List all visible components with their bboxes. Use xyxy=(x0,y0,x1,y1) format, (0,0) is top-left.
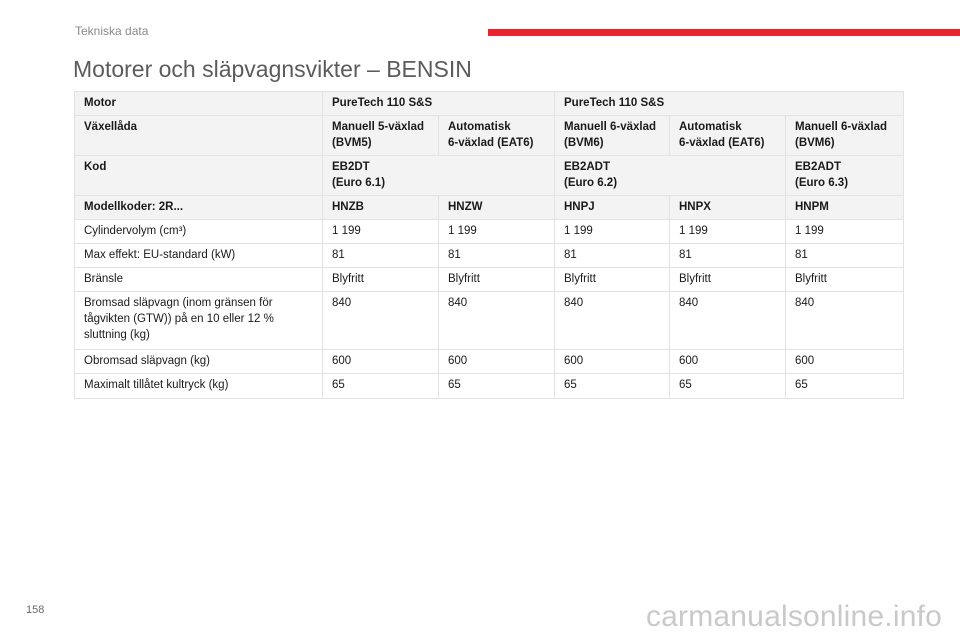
table-cell: HNPX xyxy=(670,196,786,220)
table-cell: Manuell 5-växlad (BVM5) xyxy=(323,116,439,156)
table-cell: EB2DT (Euro 6.1) xyxy=(323,156,555,196)
engine-spec-table xyxy=(74,91,904,399)
table-cell: 600 xyxy=(786,350,904,374)
row-label: Motor xyxy=(75,92,323,116)
table-row-motor xyxy=(75,92,904,116)
table-cell: Manuell 6-växlad (BVM6) xyxy=(555,116,670,156)
watermark: carmanualsonline.info xyxy=(645,600,942,633)
table-cell: 840 xyxy=(555,292,670,350)
table-row-code xyxy=(75,156,904,196)
table-cell: Blyfritt xyxy=(670,268,786,292)
table-row-max-power xyxy=(75,244,904,268)
row-label: Modellkoder: 2R... xyxy=(75,196,323,220)
table-cell: EB2ADT (Euro 6.3) xyxy=(786,156,904,196)
page-number: 158 xyxy=(26,604,45,616)
section-label: Tekniska data xyxy=(75,24,149,38)
table-cell: 65 xyxy=(323,374,439,399)
row-label: Obromsad släpvagn (kg) xyxy=(75,350,323,374)
table-cell: HNZB xyxy=(323,196,439,220)
table-cell: Blyfritt xyxy=(786,268,904,292)
table-cell: 600 xyxy=(323,350,439,374)
table-cell: 1 199 xyxy=(439,220,555,244)
table-cell: 840 xyxy=(670,292,786,350)
table-cell: 65 xyxy=(439,374,555,399)
table-cell: Manuell 6-växlad (BVM6) xyxy=(786,116,904,156)
row-label: Kod xyxy=(75,156,323,196)
table-cell: 1 199 xyxy=(786,220,904,244)
table-cell: 600 xyxy=(439,350,555,374)
table-cell: 1 199 xyxy=(323,220,439,244)
table-cell: 65 xyxy=(786,374,904,399)
table-row-nose-weight xyxy=(75,374,904,399)
table-row-fuel xyxy=(75,268,904,292)
row-label: Växellåda xyxy=(75,116,323,156)
table-cell: HNPJ xyxy=(555,196,670,220)
table-cell: PureTech 110 S&S xyxy=(555,92,904,116)
row-label: Maximalt tillåtet kultryck (kg) xyxy=(75,374,323,399)
table-cell: 81 xyxy=(323,244,439,268)
table-row-gearbox xyxy=(75,116,904,156)
table-row-displacement xyxy=(75,220,904,244)
table-cell: 65 xyxy=(670,374,786,399)
table-cell: 81 xyxy=(439,244,555,268)
table-cell: 600 xyxy=(670,350,786,374)
table-cell: 840 xyxy=(323,292,439,350)
table-row-braked-trailer xyxy=(75,292,904,350)
table-cell: Automatisk 6-växlad (EAT6) xyxy=(670,116,786,156)
table-cell: 1 199 xyxy=(670,220,786,244)
table-cell: Automatisk 6-växlad (EAT6) xyxy=(439,116,555,156)
table-cell: 81 xyxy=(555,244,670,268)
table-cell: 840 xyxy=(439,292,555,350)
table-cell: 840 xyxy=(786,292,904,350)
table-row-unbraked-trailer xyxy=(75,350,904,374)
row-label: Max effekt: EU-standard (kW) xyxy=(75,244,323,268)
table-cell: Blyfritt xyxy=(555,268,670,292)
row-label: Cylindervolym (cm³) xyxy=(75,220,323,244)
table-cell: Blyfritt xyxy=(439,268,555,292)
table-cell: EB2ADT (Euro 6.2) xyxy=(555,156,786,196)
table-cell: HNPM xyxy=(786,196,904,220)
table-cell: 65 xyxy=(555,374,670,399)
page-title: Motorer och släpvagnsvikter – BENSIN xyxy=(73,56,472,82)
table-cell: 81 xyxy=(786,244,904,268)
table-cell: 81 xyxy=(670,244,786,268)
table-cell: PureTech 110 S&S xyxy=(323,92,555,116)
table-cell: 1 199 xyxy=(555,220,670,244)
row-label: Bromsad släpvagn (inom gränsen för tågvikten (GTW)) på en 10 eller 12 % sluttning (kg) xyxy=(75,292,323,350)
table-row-model-codes xyxy=(75,196,904,220)
table-cell: Blyfritt xyxy=(323,268,439,292)
row-label: Bränsle xyxy=(75,268,323,292)
table-cell: 600 xyxy=(555,350,670,374)
header-accent-bar xyxy=(488,29,960,36)
table-cell: HNZW xyxy=(439,196,555,220)
